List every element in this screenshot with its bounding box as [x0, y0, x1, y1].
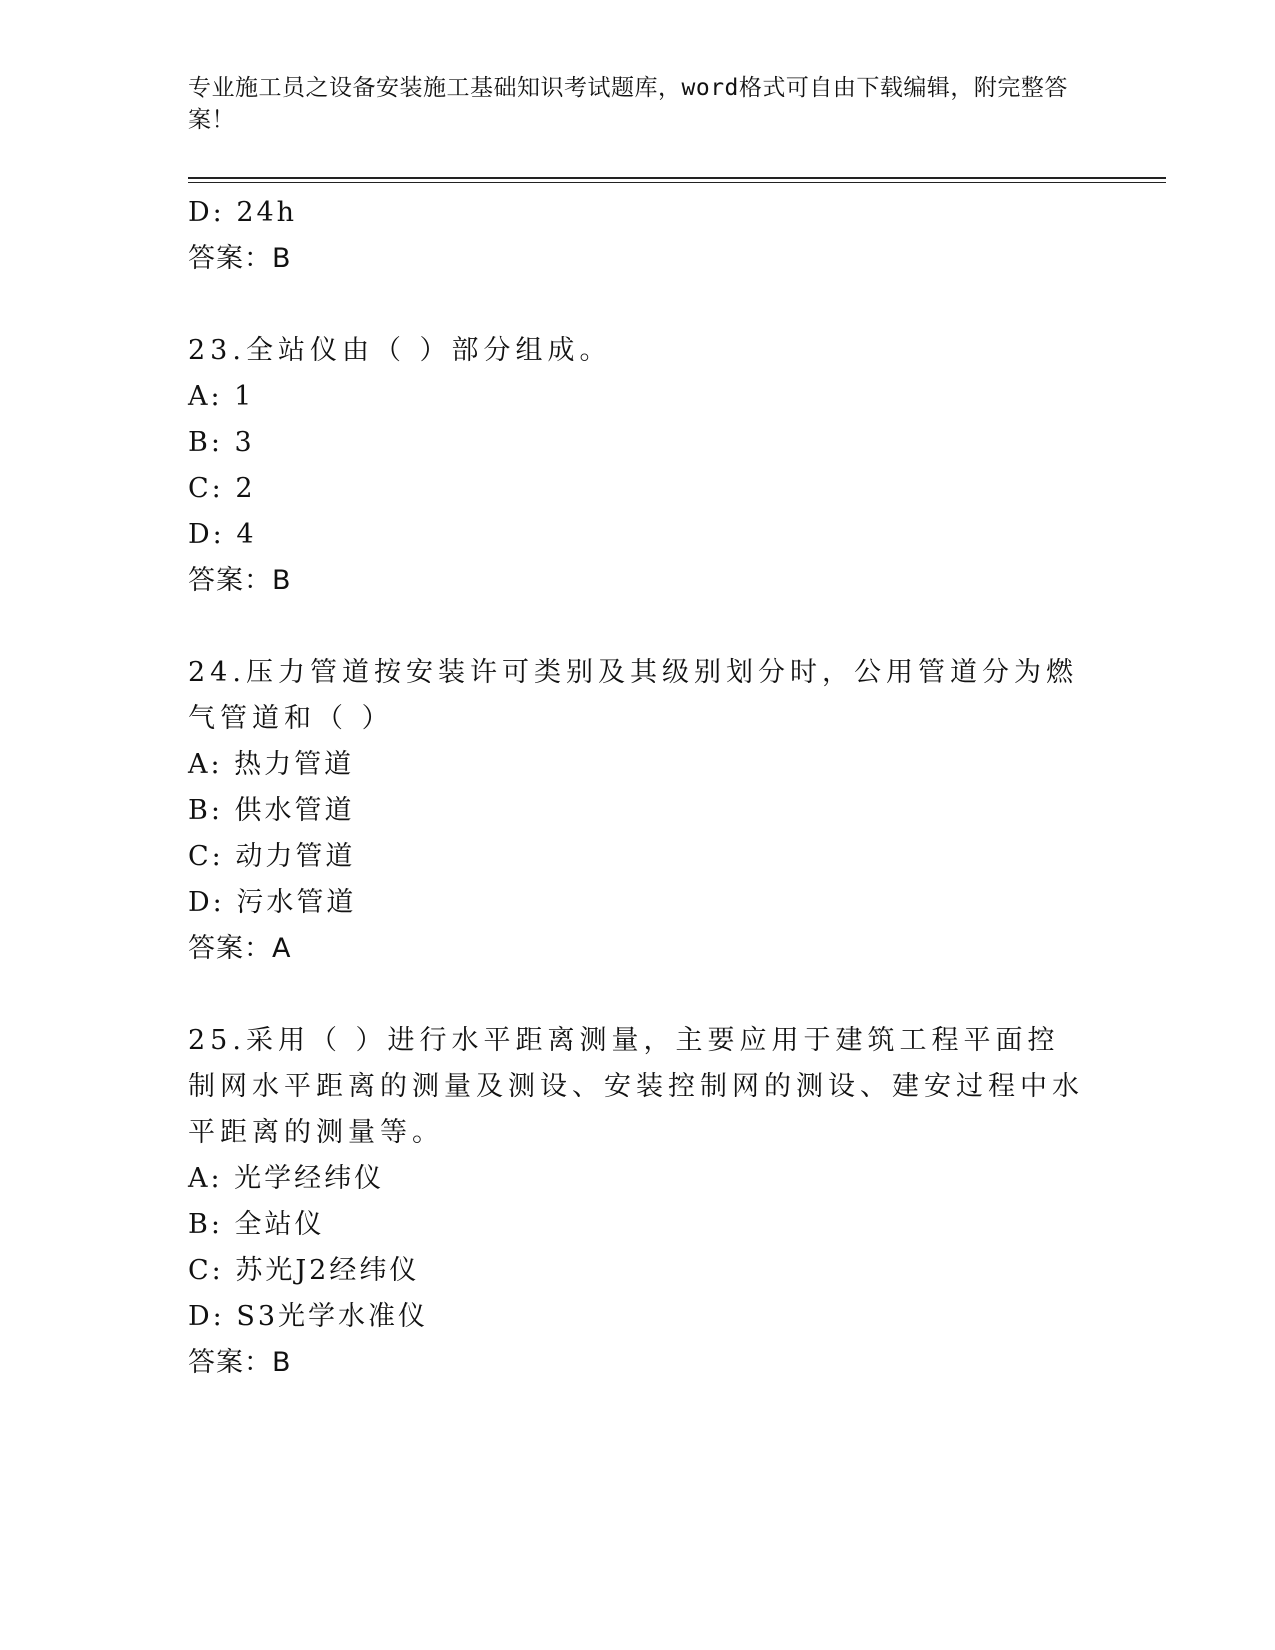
question-24	[188, 650, 1088, 972]
question-text: 25.采用（ ）进行水平距离测量，主要应用于建筑工程平面控制网水平距离的测量及测设、安装控制网的测设、建安过程中水平距离的测量等。	[188, 1025, 1084, 1148]
option-c: C: 2	[188, 473, 256, 504]
option-a: A: 1	[188, 381, 255, 412]
document-body	[188, 190, 1088, 1386]
option-d: D: 24h	[188, 197, 298, 228]
question-text: 23.全站仪由（ ）部分组成。	[188, 335, 612, 366]
option-b: B: 供水管道	[188, 795, 355, 826]
question-25	[188, 1018, 1088, 1386]
question-text: 24.压力管道按安装许可类别及其级别划分时，公用管道分为燃气管道和（ ）	[188, 657, 1078, 734]
header-rule-thick	[188, 177, 1166, 179]
option-a: A: 光学经纬仪	[188, 1163, 385, 1194]
option-a: A: 热力管道	[188, 749, 355, 780]
option-b: B: 3	[188, 427, 255, 458]
option-d: D: 污水管道	[188, 887, 357, 918]
header-rule-thin	[188, 182, 1166, 183]
option-c: C: 动力管道	[188, 841, 356, 872]
option-c: C: 苏光J2经纬仪	[188, 1255, 420, 1286]
answer: 答案：B	[188, 243, 292, 274]
option-d: D: S3光学水准仪	[188, 1301, 429, 1332]
option-d: D: 4	[188, 519, 257, 550]
answer: 答案：B	[188, 1347, 292, 1378]
document-header: 专业施工员之设备安装施工基础知识考试题库，word格式可自由下载编辑，附完整答案！	[188, 75, 1068, 133]
previous-question-tail	[188, 190, 1088, 282]
answer: 答案：B	[188, 565, 292, 596]
answer: 答案：A	[188, 933, 292, 964]
option-b: B: 全站仪	[188, 1209, 325, 1240]
question-23	[188, 328, 1088, 604]
